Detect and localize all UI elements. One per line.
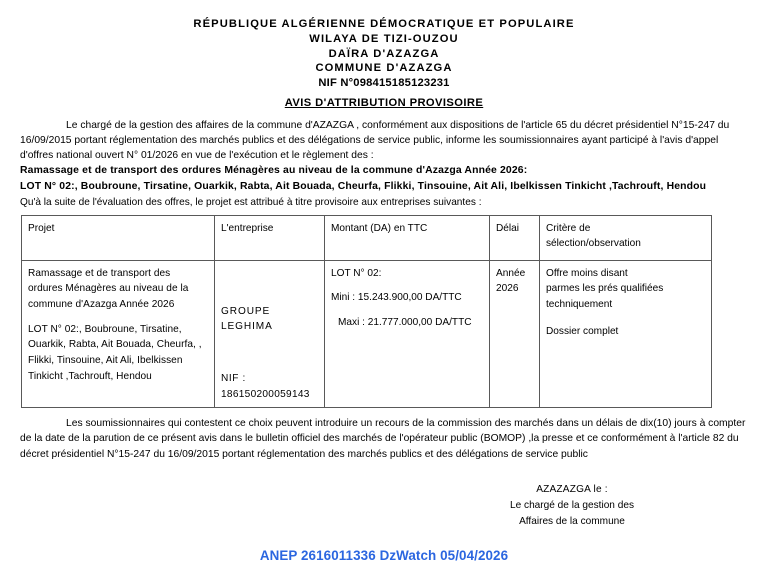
projet-line-4: LOT N° 02:, Boubroune, Tirsatine, <box>28 323 182 335</box>
projet-line-6: Flikki, Tinsouine, Ait Ali, Ibelkissen <box>28 354 183 366</box>
intro-lot-line: LOT N° 02:, Boubroune, Tirsatine, Ouarkik, Rabta, Ait Bouada, Cheurfa, Flikki, Tinsouine, Ait Ali, Ibelkissen Tinkicht ,Tachrouft, Hendou <box>20 181 707 192</box>
cell-entreprise <box>215 260 325 408</box>
header-republic-line: RÉPUBLIQUE ALGÉRIENNE DÉMOCRATIQUE ET POPULAIRE <box>193 18 575 30</box>
intro-paragraph: Le chargé de la gestion des affaires de la commune d'AZAZGA , conformément aux dispositions de l'article 65 du décret présidentiel N°15-247 du 16/09/2015 portant réglementation des marchés publics et des délégations de service public, informe les soumissionnaires ayant participé à l'avis d'appel d'offres national ouvert N° 01/2026 en vue de l'exécution et le règlement des : <box>20 120 730 162</box>
signature-block <box>0 482 768 531</box>
entreprise-name: GROUPE LEGHIMA <box>221 305 273 333</box>
intro-object-line: Ramassage et de transport des ordures Ménagères au niveau de la commune d'Azazga Année 2026: <box>20 165 528 177</box>
table-header <box>22 215 712 260</box>
entreprise-nif-label: NIF : <box>221 373 246 385</box>
projet-line-2: ordures Ménagères au niveau de la <box>28 283 189 295</box>
column-header-critere-line1: Critère de <box>546 222 591 234</box>
signature-place-date: AZAZAZGA le : <box>536 483 608 495</box>
critere-line-1: Offre moins disant <box>546 267 628 279</box>
header-nif-line: NIF N°098415185123231 <box>318 77 450 90</box>
header-wilaya-line: WILAYA DE TIZI-OUZOU <box>309 32 459 45</box>
projet-spacer <box>28 313 208 322</box>
column-header-projet: Projet <box>22 215 215 260</box>
signature-role-line-2: Affaires de la commune <box>519 516 625 528</box>
cell-delai <box>490 260 540 408</box>
table-row <box>22 260 712 408</box>
column-header-delai: Délai <box>490 215 540 260</box>
signature-inner <box>510 482 634 531</box>
critere-line-3: techniquement <box>546 299 613 311</box>
table-body <box>22 260 712 408</box>
montant-maxi: Maxi : 21.777.000,00 DA/TTC <box>338 317 472 329</box>
cell-critere <box>540 260 712 408</box>
projet-line-5: Ouarkik, Rabta, Ait Bouada, Cheurfa, , <box>28 339 202 351</box>
entreprise-nif-value: 186150200059143 <box>221 388 310 400</box>
cell-montant <box>325 260 490 408</box>
document-header <box>0 0 768 112</box>
projet-line-7: Tinkicht ,Tachrouft, Hendou <box>28 370 152 382</box>
column-header-critere-line2: sélection/observation <box>546 238 641 250</box>
recourse-paragraph: Les soumissionnaires qui contestent ce choix peuvent introduire un recours de la commission des marchés dans un délais de dix(10) jours à compter de la date de la parution de ce présent avis dans le bulletin officiel des marchés de l'opérateur public (BOMOP) ,la presse et ce conformément à l'article 82 du décret présidentiel N°15-247 du 16/09/2015 portant réglementation des marchés publics et des délégations de service public <box>20 418 746 460</box>
intro-award-line: Qu'à la suite de l'évaluation des offres, le projet est attribué à titre provisoire aux entreprises suivantes : <box>20 196 482 208</box>
recourse-section <box>0 416 768 461</box>
column-header-entreprise: L'entreprise <box>215 215 325 260</box>
attribution-table-wrapper <box>0 215 768 409</box>
intro-section <box>0 118 768 210</box>
header-commune-line: COMMUNE D'AZAZGA <box>315 62 453 75</box>
cell-projet <box>22 260 215 408</box>
delai-line-2: 2026 <box>496 283 519 295</box>
projet-line-1: Ramassage et de transport des <box>28 267 171 279</box>
header-daira-line: DAÏRA D'AZAZGA <box>328 47 440 60</box>
table-header-row <box>22 215 712 260</box>
signature-role-line-1: Le chargé de la gestion des <box>509 500 635 512</box>
montant-lot-label: LOT N° 02: <box>331 267 382 279</box>
attribution-table <box>21 215 712 409</box>
critere-line-2: parmes les prés qualifiées <box>546 283 664 295</box>
anep-footer: ANEP 2616011336 DzWatch 05/04/2026 <box>259 548 509 563</box>
column-header-critere <box>540 215 712 260</box>
montant-mini: Mini : 15.243.900,00 DA/TTC <box>331 292 462 304</box>
projet-line-3: commune d'Azazga Année 2026 <box>28 299 175 311</box>
critere-line-4: Dossier complet <box>546 325 619 337</box>
critere-spacer <box>546 313 705 324</box>
page-title: AVIS D'ATTRIBUTION PROVISOIRE <box>284 96 484 109</box>
column-header-montant: Montant (DA) en TTC <box>325 215 490 260</box>
delai-line-1: Année <box>496 267 526 279</box>
